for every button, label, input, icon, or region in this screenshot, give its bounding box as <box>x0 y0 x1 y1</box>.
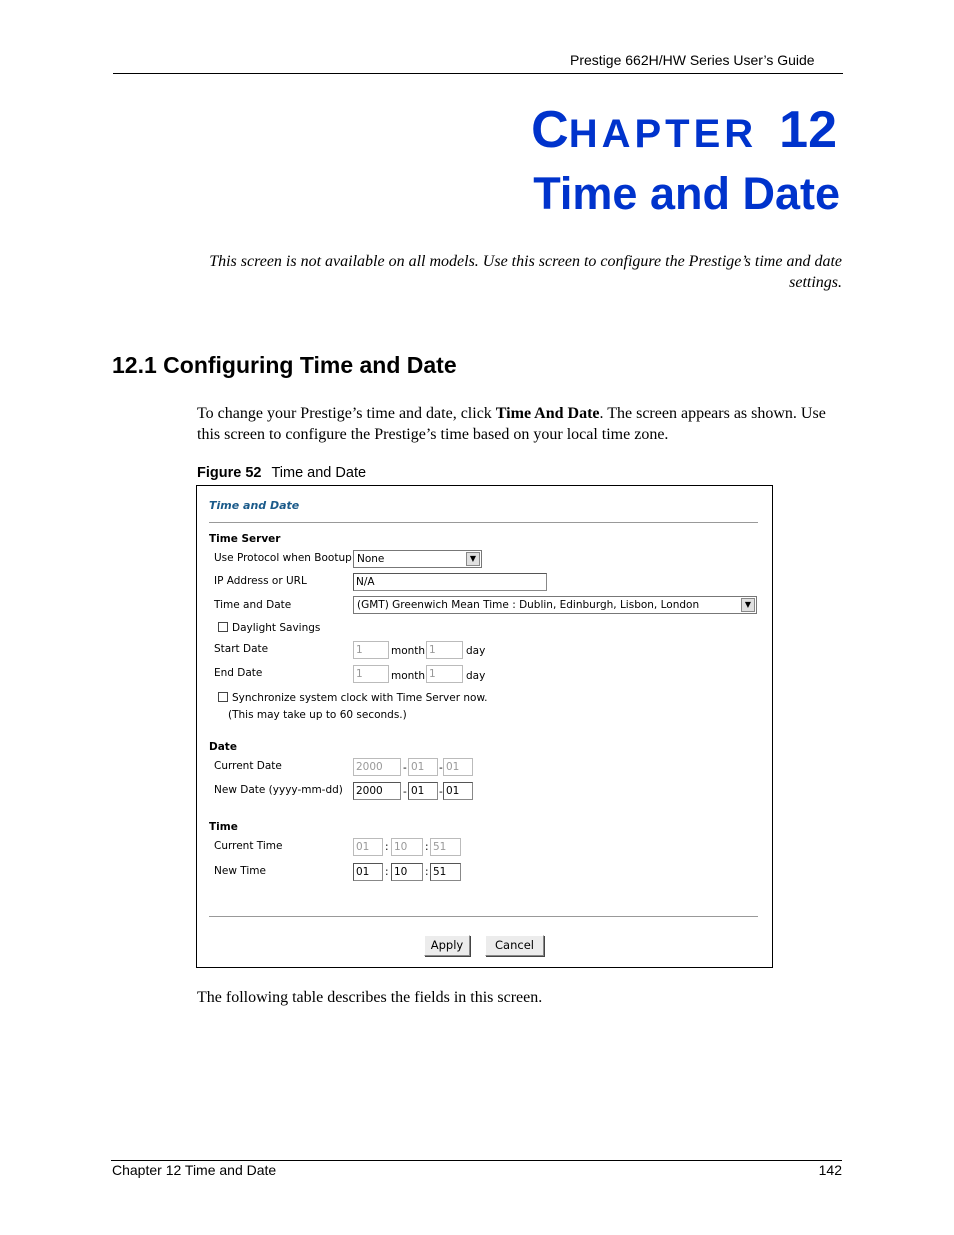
apply-button[interactable]: Apply <box>424 935 470 956</box>
current-date-label: Current Date <box>214 760 282 772</box>
start-month-unit: month <box>391 645 426 657</box>
start-month-input[interactable]: 1 <box>353 641 389 659</box>
current-year-field: 2000 <box>353 758 401 776</box>
new-day-input[interactable]: 01 <box>443 782 473 800</box>
new-second-input[interactable]: 51 <box>430 863 461 881</box>
protocol-label: Use Protocol when Bootup <box>214 552 352 564</box>
new-time-label: New Time <box>214 865 266 877</box>
ip-address-input[interactable]: N/A <box>353 573 547 591</box>
end-month-input[interactable]: 1 <box>353 665 389 683</box>
sync-clock-checkbox[interactable] <box>218 692 228 702</box>
time-server-heading: Time Server <box>209 533 281 545</box>
header-rule <box>113 73 843 74</box>
chapter-label-rest: HAPTER <box>568 112 758 156</box>
time-separator: : <box>385 866 389 878</box>
protocol-select-value: None <box>357 553 385 565</box>
ip-address-label: IP Address or URL <box>214 575 307 587</box>
sync-clock-note: (This may take up to 60 seconds.) <box>228 709 407 721</box>
footer-rule <box>111 1160 842 1161</box>
current-month-field: 01 <box>408 758 438 776</box>
body-text-start: To change your Prestige’s time and date, click <box>197 405 496 422</box>
current-time-label: Current Time <box>214 840 283 852</box>
screen-title: Time and Date <box>209 499 300 512</box>
body-text-end: . The screen appears as shown. Use this screen to configure the Prestige’s time based on your local time zone. <box>197 405 826 443</box>
chevron-down-icon[interactable]: ▼ <box>741 598 755 612</box>
date-separator: - <box>403 786 407 798</box>
current-hour-field: 01 <box>353 838 383 856</box>
body-paragraph <box>197 403 847 445</box>
daylight-savings-label: Daylight Savings <box>232 622 321 634</box>
new-year-input[interactable]: 2000 <box>353 782 401 800</box>
end-month-unit: month <box>391 670 426 682</box>
screen-bottom-rule <box>209 916 758 917</box>
daylight-savings-checkbox[interactable] <box>218 622 228 632</box>
date-separator: - <box>403 762 407 774</box>
timezone-select[interactable] <box>353 596 757 614</box>
following-paragraph: The following table describes the fields in this screen. <box>197 989 543 1006</box>
new-date-label: New Date (yyyy-mm-dd) <box>214 784 343 796</box>
time-heading: Time <box>209 821 238 833</box>
figure-caption-text: Time and Date <box>271 465 367 481</box>
screen-top-rule <box>209 522 758 523</box>
figure-number: Figure 52 <box>197 465 262 481</box>
date-heading: Date <box>209 741 237 753</box>
chapter-number: 12 <box>779 101 837 159</box>
sync-clock-label: Synchronize system clock with Time Server now. <box>232 692 488 704</box>
body-text-bold: Time And Date <box>495 405 600 422</box>
chevron-down-icon[interactable]: ▼ <box>466 552 480 566</box>
current-second-field: 51 <box>430 838 461 856</box>
screenshot-frame <box>196 485 773 968</box>
timezone-label: Time and Date <box>214 599 292 611</box>
end-day-input[interactable]: 1 <box>426 665 463 683</box>
footer-page-number: 142 <box>818 1162 842 1178</box>
start-day-input[interactable]: 1 <box>426 641 463 659</box>
chapter-label-initial: C <box>531 101 569 159</box>
time-separator: : <box>385 841 389 853</box>
current-day-field: 01 <box>443 758 473 776</box>
new-month-input[interactable]: 01 <box>408 782 438 800</box>
start-date-label: Start Date <box>214 643 269 655</box>
end-day-unit: day <box>466 670 486 682</box>
chapter-intro: This screen is not available on all models. Use this screen to configure the Prestige’s time and date settings. <box>209 253 842 291</box>
chapter-title: Time and Date <box>533 168 840 219</box>
section-heading: 12.1 Configuring Time and Date <box>112 352 457 378</box>
running-header: Prestige 662H/HW Series User’s Guide <box>570 52 815 68</box>
chapter-label <box>531 100 837 173</box>
date-separator: - <box>439 786 443 798</box>
time-separator: : <box>425 841 429 853</box>
protocol-select[interactable] <box>353 550 482 568</box>
new-minute-input[interactable]: 10 <box>391 863 423 881</box>
start-day-unit: day <box>466 645 486 657</box>
current-minute-field: 10 <box>391 838 423 856</box>
footer-chapter: Chapter 12 Time and Date <box>112 1162 277 1178</box>
end-date-label: End Date <box>214 667 263 679</box>
figure-caption <box>197 465 366 481</box>
time-separator: : <box>425 866 429 878</box>
timezone-select-value: (GMT) Greenwich Mean Time : Dublin, Edinburgh, Lisbon, London <box>357 599 700 611</box>
new-hour-input[interactable]: 01 <box>353 863 383 881</box>
date-separator: - <box>439 762 443 774</box>
cancel-button[interactable]: Cancel <box>485 935 544 956</box>
